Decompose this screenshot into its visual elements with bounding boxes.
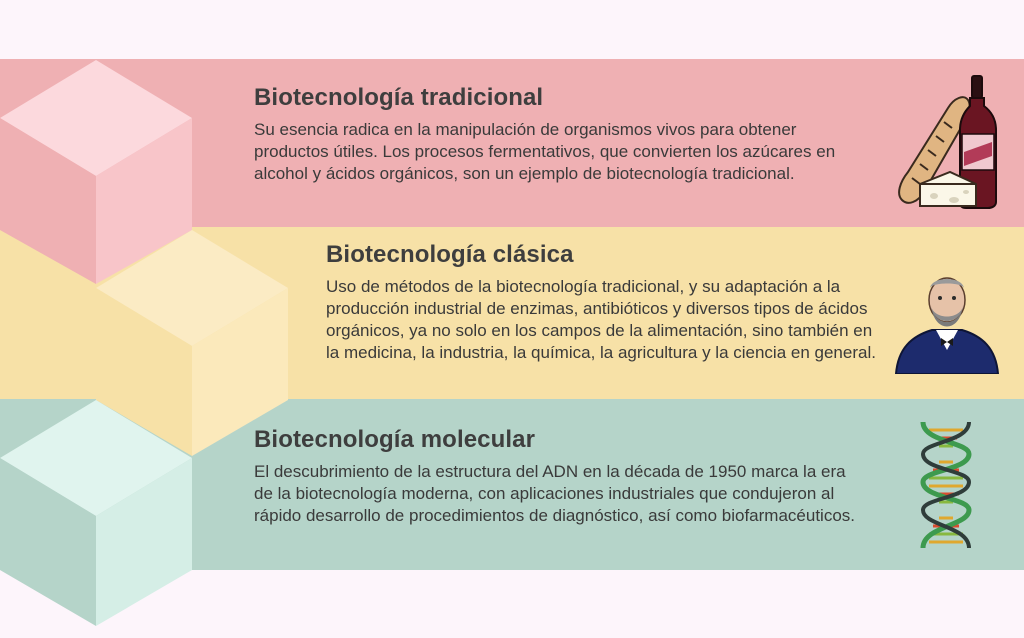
- section-body: Su esencia radica en la manipulación de organismos vivos para obtener productos útiles. Los procesos fermentativos, que convierten los azúcares en alcohol y ácidos orgánicos, son un ejemplo de biotecnología tradicional.: [254, 120, 836, 183]
- section-body: Uso de métodos de la biotecnología tradicional, y su adaptación a la producción industrial de enzimas, antibióticos y diversos tipos de ácidos orgánicos, ya no solo en los campos de la alimentación, sino también en la medicina, la industria, la química, la agricultura y la ciencia en general.: [326, 277, 876, 362]
- section-title: Biotecnología tradicional: [254, 84, 544, 111]
- bread-wine-cheese-icon: [892, 72, 1004, 212]
- section-title: Biotecnología clásica: [326, 241, 574, 268]
- section-molecular: [254, 426, 864, 527]
- section-title: Biotecnología molecular: [254, 426, 536, 453]
- scientist-portrait-icon: [892, 266, 1002, 374]
- section-traditional: [254, 84, 854, 185]
- section-body: El descubrimiento de la estructura del ADN en la década de 1950 marca la era de la biotecnología moderna, con aplicaciones industriales que condujeron al rápido desarrollo de procedimientos de diagnóstico, así como biofarmacéuticos.: [254, 462, 855, 525]
- dna-helix-icon: [915, 418, 977, 552]
- section-classic: [326, 241, 886, 364]
